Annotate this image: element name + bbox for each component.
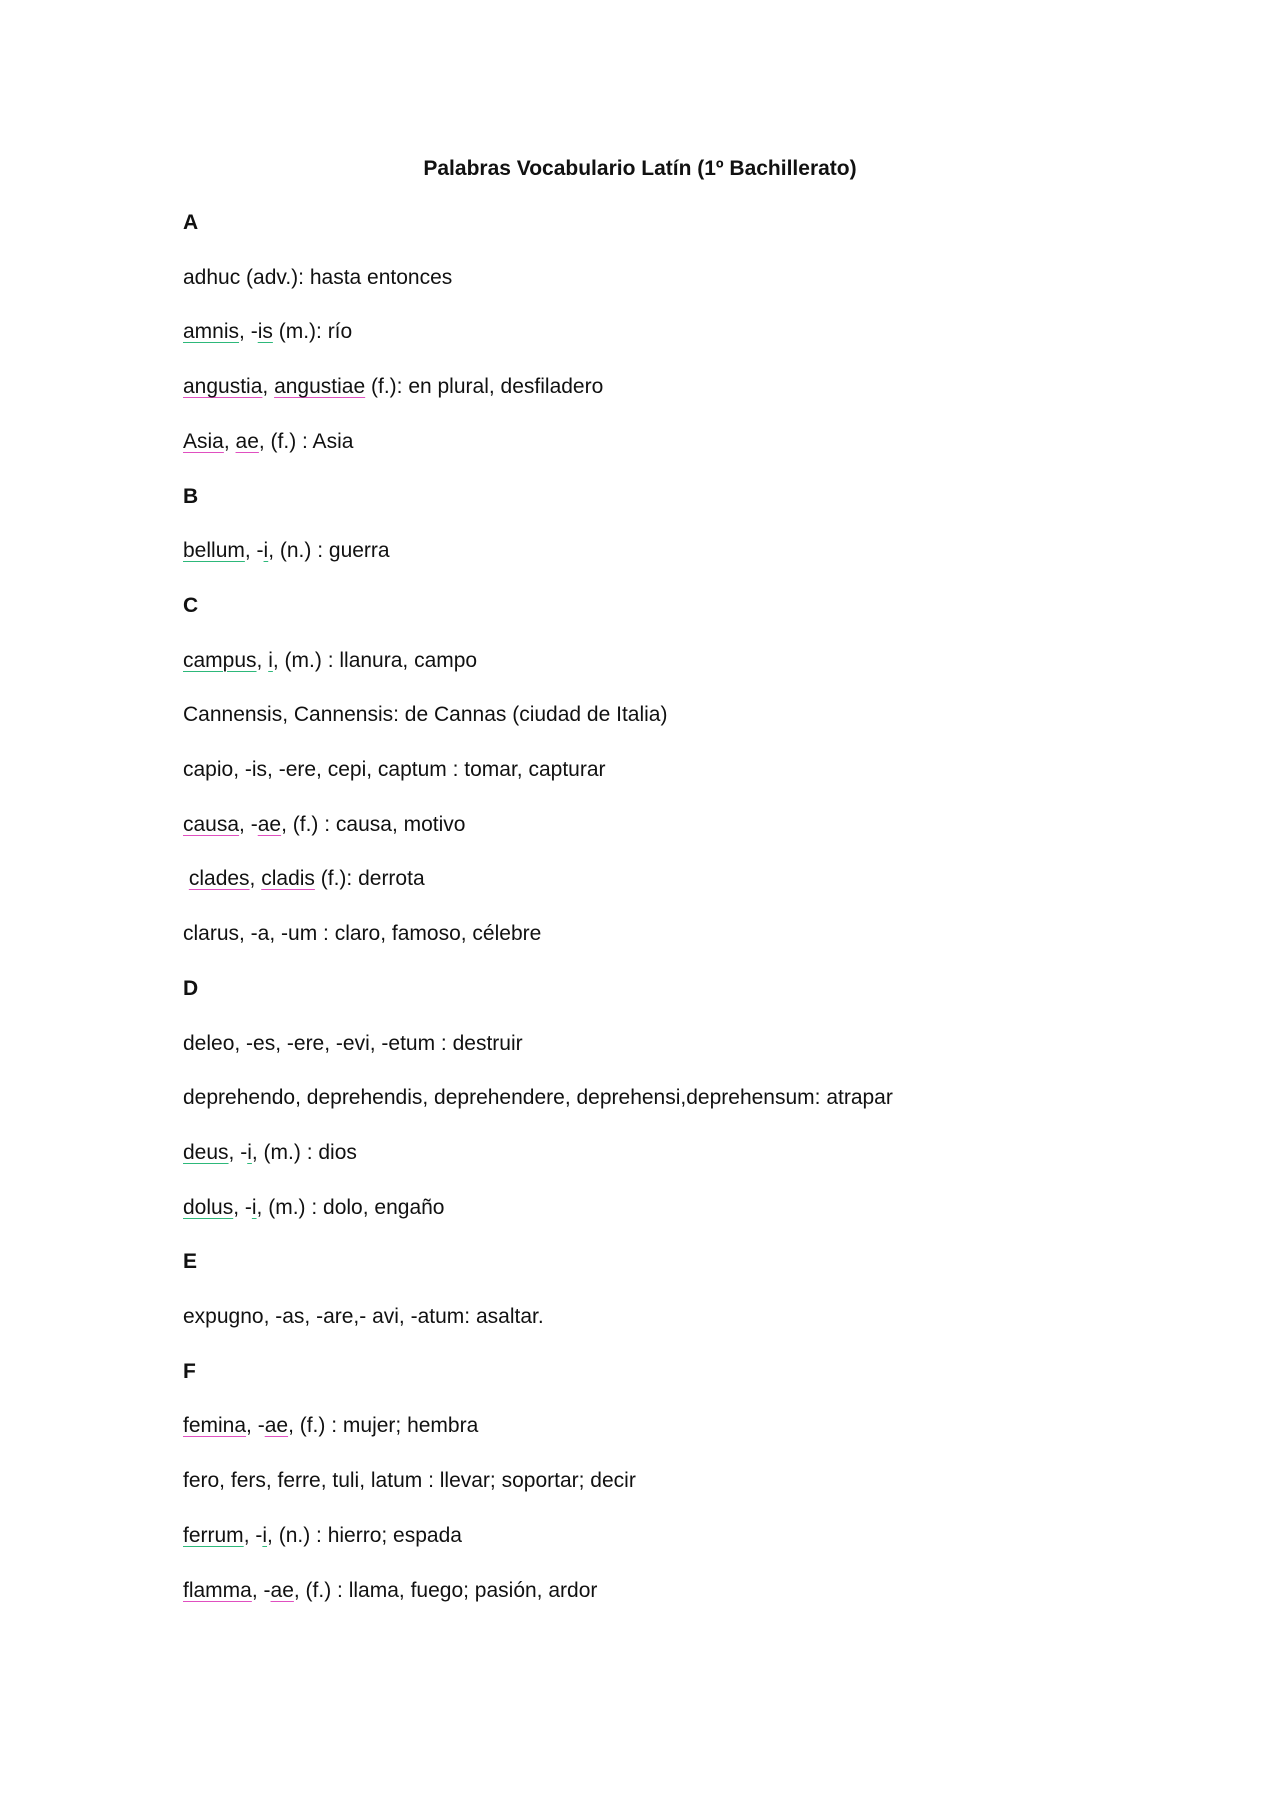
spellcheck-flagged-word: angustia	[183, 375, 263, 399]
spellcheck-flagged-word: i	[263, 539, 269, 563]
entry-text: , (n.) : guerra	[268, 539, 390, 563]
entry-text: , -	[233, 1195, 252, 1219]
entry-text: deleo, -es, -ere, -evi, -etum : destruir	[183, 1031, 523, 1055]
entry-text: ,	[256, 648, 269, 672]
spellcheck-flagged-word: ae	[257, 812, 282, 836]
entry-text: ,	[249, 867, 262, 891]
vocab-entry	[183, 1411, 478, 1441]
vocab-entry	[183, 1193, 444, 1223]
entry-text: capio, -is, -ere, cepi, captum : tomar, capturar	[183, 758, 606, 781]
spellcheck-flagged-word: cladis	[261, 867, 315, 891]
spellcheck-flagged-word: Asia	[183, 429, 224, 453]
page-title: Palabras Vocabulario Latín (1º Bachillerato)	[423, 157, 857, 180]
spellcheck-flagged-word: i	[268, 648, 273, 672]
vocab-entry	[183, 1083, 893, 1113]
spellcheck-flagged-word: campus	[183, 648, 257, 672]
entry-text: deprehendo, deprehendis, deprehendere, deprehensi,deprehensum: atrapar	[183, 1086, 893, 1110]
spellcheck-flagged-word: bellum	[183, 539, 245, 563]
entry-text: , -	[251, 1578, 271, 1602]
entry-text: Cannensis, Cannensis: de Cannas (ciudad de Italia)	[183, 703, 668, 727]
entry-text: , (f.) : Asia	[258, 429, 354, 453]
entry-text: , (f.) : causa, motivo	[281, 812, 466, 836]
entry-text: ,	[262, 375, 275, 399]
vocab-entry	[183, 1138, 357, 1168]
spellcheck-flagged-word: clades	[188, 867, 250, 891]
section-letter: A	[183, 211, 199, 234]
section-letter: F	[183, 1359, 196, 1383]
entry-text: (f.): en plural, desfiladero	[365, 375, 604, 399]
spellcheck-flagged-word: i	[251, 1195, 257, 1219]
section-letter: D	[183, 976, 199, 1000]
entry-text: , -	[246, 1414, 265, 1438]
entry-text: , (n.) : hierro; espada	[267, 1523, 462, 1547]
entry-text: , (m.) : dios	[251, 1140, 357, 1164]
vocab-entry	[183, 755, 606, 785]
spellcheck-flagged-word: ae	[235, 429, 259, 453]
spellcheck-flagged-word: i	[262, 1523, 268, 1547]
spellcheck-flagged-word: dolus	[183, 1195, 234, 1219]
entry-text: , -	[243, 1523, 263, 1547]
spellcheck-flagged-word: deus	[183, 1140, 229, 1164]
entry-text: fero, fers, ferre, tuli, latum : llevar; soportar; decir	[183, 1469, 636, 1493]
spellcheck-flagged-word: amnis	[183, 320, 240, 344]
entry-text: clarus, -a, -um : claro, famoso, célebre	[183, 922, 542, 946]
spellcheck-flagged-word: femina	[183, 1414, 247, 1438]
vocab-entry	[183, 1029, 523, 1059]
vocab-entry	[183, 1302, 544, 1332]
vocab-entry	[183, 919, 541, 949]
entry-text: adhuc (adv.): hasta entonces	[183, 265, 453, 289]
entry-text: , -	[244, 539, 264, 563]
entry-text: , -	[239, 812, 258, 836]
entry-text: , (m.) : dolo, engaño	[256, 1195, 445, 1219]
spellcheck-flagged-word: ae	[270, 1578, 294, 1602]
section-letter: E	[183, 1250, 198, 1274]
section-letter: C	[183, 593, 199, 617]
vocab-entry	[183, 646, 477, 676]
spellcheck-flagged-word: causa	[183, 812, 240, 836]
spellcheck-flagged-word: ae	[264, 1414, 289, 1438]
entry-text: , (f.) : llama, fuego; pasión, ardor	[293, 1578, 598, 1602]
vocab-entry	[183, 263, 452, 293]
entry-text: , -	[239, 320, 258, 344]
entry-text: expugno, -as, -are,- avi, -atum: asaltar.	[183, 1305, 544, 1328]
vocab-entry	[183, 810, 465, 840]
entry-text: , (m.) : llanura, campo	[272, 648, 478, 672]
entry-text: , (f.) : mujer; hembra	[288, 1414, 479, 1438]
vocab-entry	[183, 864, 425, 894]
vocab-entry	[183, 1521, 462, 1551]
spellcheck-flagged-word: ferrum	[183, 1523, 244, 1547]
entry-text: ,	[223, 429, 236, 453]
spellcheck-flagged-word: flamma	[183, 1578, 252, 1602]
entry-text: (f.): derrota	[314, 867, 425, 891]
vocab-entry	[183, 427, 353, 457]
entry-text: (m.): río	[272, 320, 353, 344]
spellcheck-flagged-word: i	[247, 1140, 252, 1164]
entry-text: , -	[228, 1140, 248, 1164]
vocab-entry	[183, 372, 603, 402]
vocab-entry	[183, 317, 352, 347]
spellcheck-flagged-word: angustiae	[274, 375, 366, 399]
vocab-entry	[183, 536, 390, 566]
spellcheck-flagged-word: is	[257, 320, 273, 344]
vocab-entry	[183, 700, 667, 730]
section-letter: B	[183, 484, 199, 508]
vocab-entry	[183, 1576, 597, 1606]
vocab-entry	[183, 1466, 636, 1496]
